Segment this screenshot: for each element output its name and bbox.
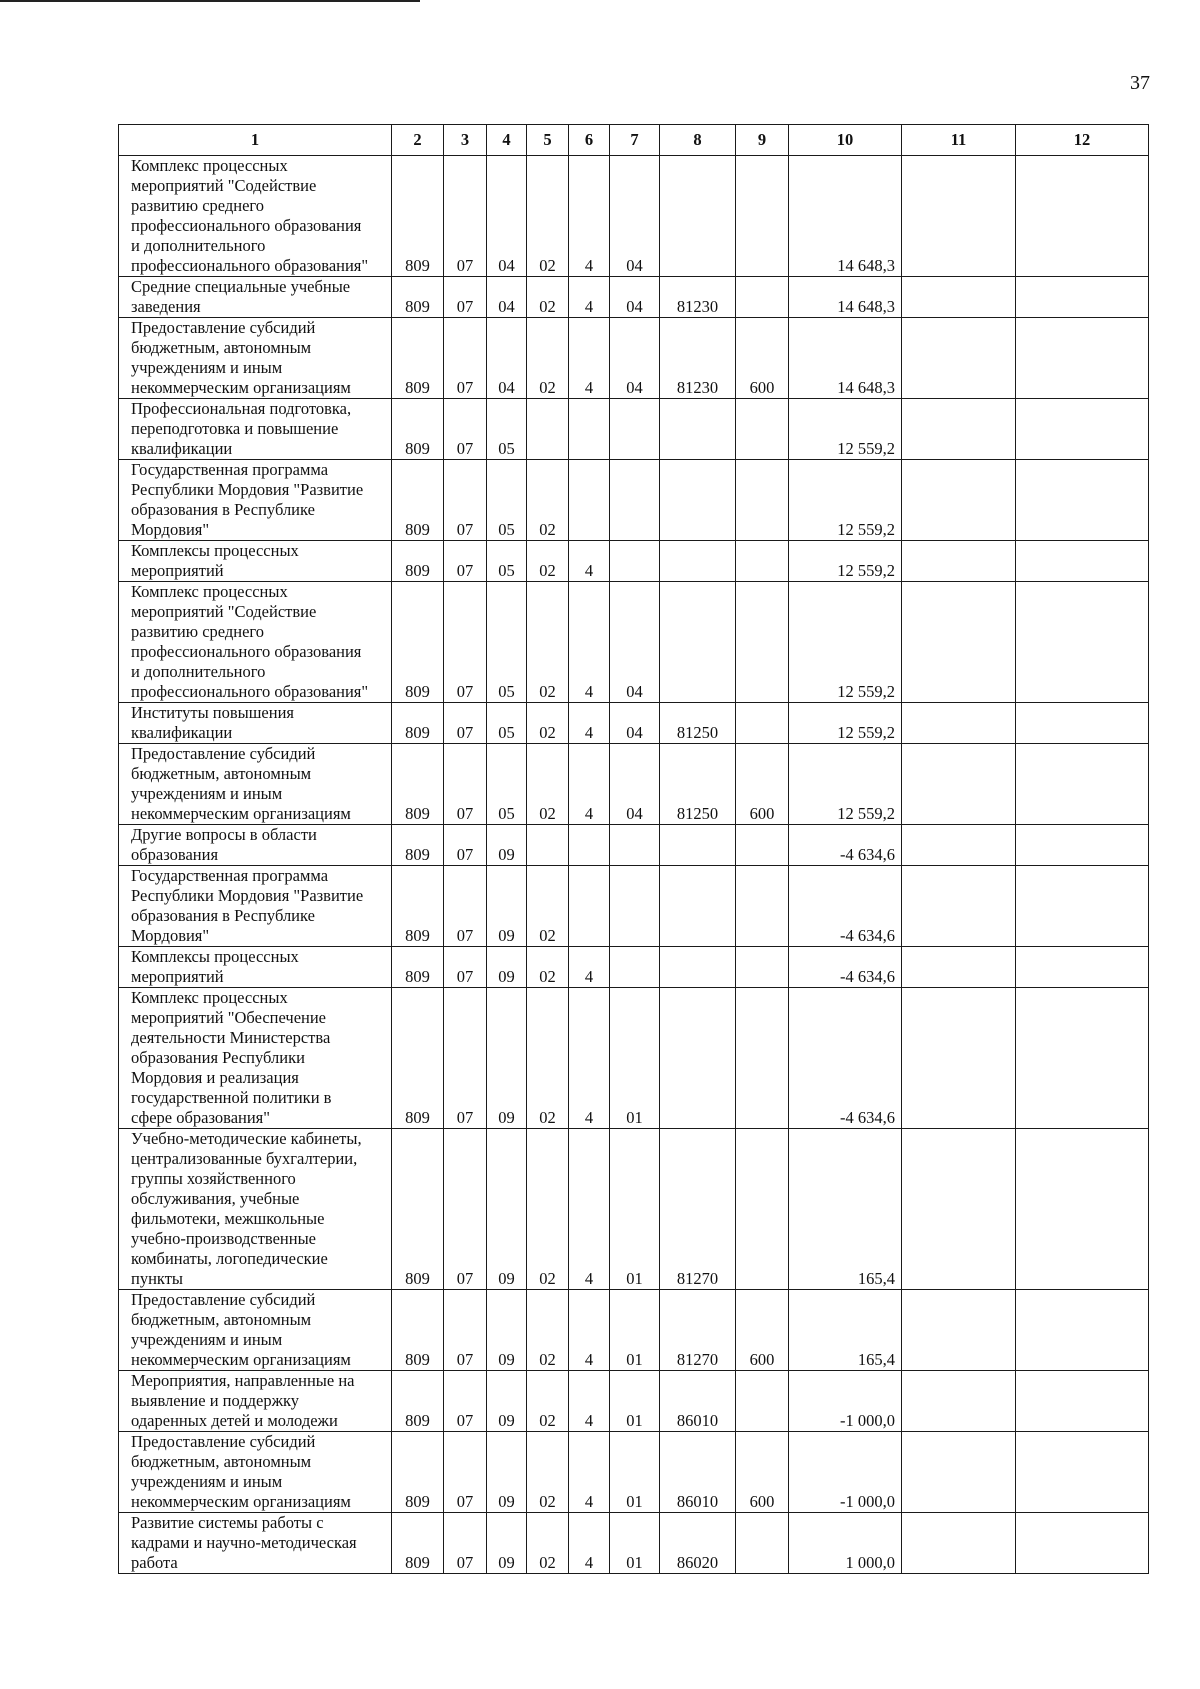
direction-cell [660,947,736,988]
col12-cell [1016,1371,1149,1432]
col12-cell [1016,1129,1149,1290]
admin-code-cell: 809 [392,1290,444,1371]
activity-cell [610,947,660,988]
subprogram-cell: 4 [569,1371,610,1432]
table-row [119,744,1149,825]
table-row [119,1371,1149,1432]
section-cell: 07 [444,277,487,318]
subprogram-cell: 4 [569,156,610,277]
col12-cell [1016,1290,1149,1371]
activity-cell: 04 [610,582,660,703]
col11-cell [902,1371,1016,1432]
col12-cell [1016,703,1149,744]
section-cell: 07 [444,156,487,277]
activity-cell: 04 [610,156,660,277]
col11-cell [902,988,1016,1129]
activity-cell: 01 [610,1371,660,1432]
direction-cell [660,460,736,541]
section-cell: 07 [444,318,487,399]
activity-cell: 04 [610,703,660,744]
item-name-cell: Профессиональная подготовка, переподготовка и повышение квалификации [119,399,392,460]
item-name-cell: Государственная программа Республики Мордовия "Развитие образования в Республике Мордовия" [119,866,392,947]
expense-type-cell [736,988,789,1129]
activity-cell: 04 [610,318,660,399]
subprogram-cell: 4 [569,703,610,744]
expense-type-cell [736,582,789,703]
section-cell: 07 [444,460,487,541]
subsection-cell: 09 [487,825,527,866]
amount-cell: 14 648,3 [789,318,902,399]
col11-cell [902,541,1016,582]
direction-cell: 81230 [660,277,736,318]
program-cell: 02 [527,1432,569,1513]
item-name-cell: Предоставление субсидий бюджетным, автономным учреждениям и иным некоммерческим организациям [119,318,392,399]
col-header-7: 7 [610,125,660,156]
col-header-8: 8 [660,125,736,156]
amount-cell: 14 648,3 [789,156,902,277]
col-header-9: 9 [736,125,789,156]
section-cell: 07 [444,541,487,582]
item-name-cell: Комплексы процессных мероприятий [119,541,392,582]
section-cell: 07 [444,825,487,866]
subprogram-cell: 4 [569,318,610,399]
section-cell: 07 [444,1290,487,1371]
subprogram-cell: 4 [569,582,610,703]
direction-cell: 81230 [660,318,736,399]
section-cell: 07 [444,703,487,744]
program-cell: 02 [527,1371,569,1432]
activity-cell [610,866,660,947]
activity-cell [610,399,660,460]
col11-cell [902,825,1016,866]
program-cell: 02 [527,1129,569,1290]
col-header-10: 10 [789,125,902,156]
subsection-cell: 05 [487,460,527,541]
item-name-cell: Комплекс процессных мероприятий "Содействие развитию среднего профессионального образования и дополнительного профессионального образования" [119,582,392,703]
section-cell: 07 [444,582,487,703]
subsection-cell: 04 [487,277,527,318]
subprogram-cell: 4 [569,277,610,318]
admin-code-cell: 809 [392,703,444,744]
budget-table [118,124,1149,1574]
col-header-3: 3 [444,125,487,156]
activity-cell: 01 [610,1432,660,1513]
subsection-cell: 09 [487,1432,527,1513]
amount-cell: -4 634,6 [789,988,902,1129]
admin-code-cell: 809 [392,541,444,582]
expense-type-cell [736,947,789,988]
program-cell: 02 [527,703,569,744]
table-row [119,703,1149,744]
subprogram-cell: 4 [569,1290,610,1371]
subsection-cell: 05 [487,582,527,703]
activity-cell: 01 [610,1513,660,1574]
table-row [119,988,1149,1129]
subprogram-cell [569,825,610,866]
section-cell: 07 [444,988,487,1129]
col12-cell [1016,541,1149,582]
admin-code-cell: 809 [392,582,444,703]
subsection-cell: 09 [487,988,527,1129]
item-name-cell: Другие вопросы в области образования [119,825,392,866]
direction-cell: 86020 [660,1513,736,1574]
col12-cell [1016,1513,1149,1574]
amount-cell: 12 559,2 [789,582,902,703]
activity-cell [610,825,660,866]
direction-cell: 81270 [660,1290,736,1371]
col11-cell [902,1432,1016,1513]
subprogram-cell [569,866,610,947]
activity-cell [610,541,660,582]
program-cell: 02 [527,460,569,541]
col12-cell [1016,1432,1149,1513]
col11-cell [902,947,1016,988]
direction-cell [660,825,736,866]
subsection-cell: 09 [487,866,527,947]
subsection-cell: 05 [487,744,527,825]
direction-cell: 81250 [660,744,736,825]
program-cell [527,825,569,866]
col12-cell [1016,399,1149,460]
col11-cell [902,1129,1016,1290]
admin-code-cell: 809 [392,1432,444,1513]
item-name-cell: Комплексы процессных мероприятий [119,947,392,988]
subprogram-cell [569,460,610,541]
col12-cell [1016,866,1149,947]
item-name-cell: Комплекс процессных мероприятий "Содействие развитию среднего профессионального образования и дополнительного профессионального образования" [119,156,392,277]
amount-cell: -4 634,6 [789,947,902,988]
item-name-cell: Предоставление субсидий бюджетным, автономным учреждениям и иным некоммерческим организациям [119,1290,392,1371]
subsection-cell: 09 [487,1371,527,1432]
amount-cell: 12 559,2 [789,541,902,582]
activity-cell: 01 [610,988,660,1129]
section-cell: 07 [444,1432,487,1513]
col11-cell [902,582,1016,703]
activity-cell: 01 [610,1290,660,1371]
table-row [119,399,1149,460]
page-number: 37 [1130,72,1150,94]
item-name-cell: Комплекс процессных мероприятий "Обеспечение деятельности Министерства образования Республики Мордовия и реализация государственной политики в сфере образования" [119,988,392,1129]
table-row [119,1432,1149,1513]
table-row [119,277,1149,318]
subprogram-cell [569,399,610,460]
col-header-11: 11 [902,125,1016,156]
direction-cell [660,582,736,703]
col-header-4: 4 [487,125,527,156]
program-cell: 02 [527,988,569,1129]
item-name-cell: Средние специальные учебные заведения [119,277,392,318]
subprogram-cell: 4 [569,541,610,582]
table-row [119,1129,1149,1290]
expense-type-cell [736,541,789,582]
section-cell: 07 [444,399,487,460]
amount-cell: 12 559,2 [789,460,902,541]
col11-cell [902,866,1016,947]
amount-cell: 165,4 [789,1290,902,1371]
section-cell: 07 [444,947,487,988]
subsection-cell: 04 [487,318,527,399]
program-cell: 02 [527,582,569,703]
col12-cell [1016,156,1149,277]
admin-code-cell: 809 [392,1513,444,1574]
table-row [119,582,1149,703]
activity-cell: 04 [610,277,660,318]
table-row [119,318,1149,399]
program-cell: 02 [527,318,569,399]
expense-type-cell [736,1371,789,1432]
program-cell: 02 [527,866,569,947]
item-name-cell: Развитие системы работы с кадрами и научно-методическая работа [119,1513,392,1574]
program-cell [527,399,569,460]
admin-code-cell: 809 [392,1371,444,1432]
activity-cell [610,460,660,541]
col11-cell [902,156,1016,277]
col12-cell [1016,582,1149,703]
direction-cell [660,541,736,582]
direction-cell [660,866,736,947]
table-row [119,825,1149,866]
item-name-cell: Предоставление субсидий бюджетным, автономным учреждениям и иным некоммерческим организациям [119,1432,392,1513]
subprogram-cell: 4 [569,1513,610,1574]
admin-code-cell: 809 [392,460,444,541]
amount-cell: 12 559,2 [789,399,902,460]
expense-type-cell [736,156,789,277]
admin-code-cell: 809 [392,399,444,460]
amount-cell: 1 000,0 [789,1513,902,1574]
subprogram-cell: 4 [569,988,610,1129]
subsection-cell: 09 [487,1290,527,1371]
expense-type-cell [736,1513,789,1574]
expense-type-cell: 600 [736,1432,789,1513]
subsection-cell: 09 [487,1129,527,1290]
amount-cell: 12 559,2 [789,703,902,744]
col11-cell [902,277,1016,318]
amount-cell: -1 000,0 [789,1432,902,1513]
direction-cell: 86010 [660,1432,736,1513]
expense-type-cell: 600 [736,318,789,399]
col12-cell [1016,744,1149,825]
amount-cell: 12 559,2 [789,744,902,825]
program-cell: 02 [527,1513,569,1574]
subsection-cell: 04 [487,156,527,277]
col11-cell [902,1513,1016,1574]
direction-cell: 86010 [660,1371,736,1432]
subsection-cell: 05 [487,399,527,460]
amount-cell: -1 000,0 [789,1371,902,1432]
program-cell: 02 [527,541,569,582]
expense-type-cell [736,277,789,318]
table-row [119,866,1149,947]
col12-cell [1016,947,1149,988]
col11-cell [902,399,1016,460]
expense-type-cell: 600 [736,744,789,825]
admin-code-cell: 809 [392,156,444,277]
expense-type-cell [736,825,789,866]
col-header-5: 5 [527,125,569,156]
subprogram-cell: 4 [569,1432,610,1513]
activity-cell: 01 [610,1129,660,1290]
expense-type-cell [736,399,789,460]
table-row [119,947,1149,988]
admin-code-cell: 809 [392,277,444,318]
program-cell: 02 [527,1290,569,1371]
col11-cell [902,703,1016,744]
header-row [119,125,1149,156]
table-header [119,125,1149,156]
col11-cell [902,1290,1016,1371]
direction-cell: 81250 [660,703,736,744]
table-body [119,156,1149,1574]
program-cell: 02 [527,277,569,318]
col12-cell [1016,277,1149,318]
direction-cell [660,988,736,1129]
table-row [119,1290,1149,1371]
program-cell: 02 [527,156,569,277]
direction-cell [660,156,736,277]
table-row [119,1513,1149,1574]
subsection-cell: 05 [487,541,527,582]
subsection-cell: 09 [487,947,527,988]
item-name-cell: Институты повышения квалификации [119,703,392,744]
admin-code-cell: 809 [392,318,444,399]
item-name-cell: Учебно-методические кабинеты, централизованные бухгалтерии, группы хозяйственного обслуживания, учебные фильмотеки, межшкольные учебно-производственные комбинаты, логопедические пункты [119,1129,392,1290]
subprogram-cell: 4 [569,1129,610,1290]
amount-cell: 14 648,3 [789,277,902,318]
activity-cell: 04 [610,744,660,825]
col11-cell [902,318,1016,399]
admin-code-cell: 809 [392,744,444,825]
subsection-cell: 09 [487,1513,527,1574]
admin-code-cell: 809 [392,866,444,947]
direction-cell: 81270 [660,1129,736,1290]
top-rule [0,0,420,2]
table-row [119,460,1149,541]
item-name-cell: Государственная программа Республики Мордовия "Развитие образования в Республике Мордовия" [119,460,392,541]
item-name-cell: Мероприятия, направленные на выявление и поддержку одаренных детей и молодежи [119,1371,392,1432]
amount-cell: -4 634,6 [789,825,902,866]
subprogram-cell: 4 [569,947,610,988]
table-row [119,541,1149,582]
expense-type-cell [736,703,789,744]
section-cell: 07 [444,866,487,947]
admin-code-cell: 809 [392,988,444,1129]
subsection-cell: 05 [487,703,527,744]
expense-type-cell [736,866,789,947]
amount-cell: -4 634,6 [789,866,902,947]
subprogram-cell: 4 [569,744,610,825]
section-cell: 07 [444,1371,487,1432]
col-header-2: 2 [392,125,444,156]
col12-cell [1016,825,1149,866]
amount-cell: 165,4 [789,1129,902,1290]
item-name-cell: Предоставление субсидий бюджетным, автономным учреждениям и иным некоммерческим организациям [119,744,392,825]
col12-cell [1016,318,1149,399]
col-header-12: 12 [1016,125,1149,156]
program-cell: 02 [527,744,569,825]
program-cell: 02 [527,947,569,988]
admin-code-cell: 809 [392,825,444,866]
table-row [119,156,1149,277]
section-cell: 07 [444,744,487,825]
col11-cell [902,744,1016,825]
col-header-6: 6 [569,125,610,156]
col12-cell [1016,460,1149,541]
expense-type-cell [736,1129,789,1290]
section-cell: 07 [444,1513,487,1574]
section-cell: 07 [444,1129,487,1290]
expense-type-cell [736,460,789,541]
col-header-1: 1 [119,125,392,156]
admin-code-cell: 809 [392,947,444,988]
direction-cell [660,399,736,460]
col12-cell [1016,988,1149,1129]
col11-cell [902,460,1016,541]
admin-code-cell: 809 [392,1129,444,1290]
expense-type-cell: 600 [736,1290,789,1371]
